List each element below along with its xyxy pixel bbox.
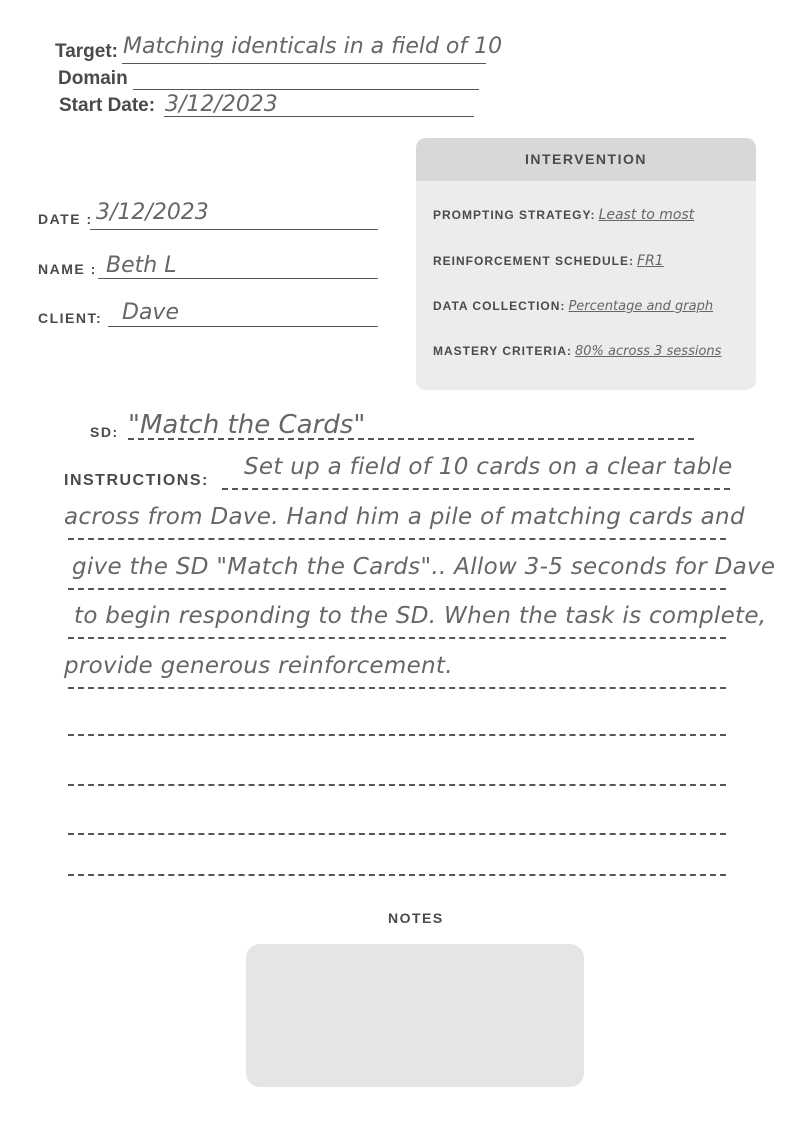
reinforcement-schedule-value[interactable]: FR1	[637, 253, 664, 269]
client-label: CLIENT:	[38, 310, 103, 326]
notes-box[interactable]	[246, 944, 584, 1087]
mastery-criteria-value[interactable]: 80% across 3 sessions	[575, 344, 722, 359]
mastery-criteria-label: MASTERY CRITERIA:	[433, 344, 573, 358]
start-date-label: Start Date:	[59, 95, 156, 116]
prompting-strategy-value[interactable]: Least to most	[598, 207, 695, 223]
notes-title: NOTES	[388, 910, 444, 926]
sd-label: SD:	[90, 424, 119, 440]
instruction-line-1[interactable]: Set up a field of 10 cards on a clear table	[244, 454, 733, 480]
blank-rule-3[interactable]	[68, 833, 726, 835]
date-label: DATE :	[38, 211, 93, 227]
target-underline	[122, 63, 486, 64]
mastery-criteria-row	[433, 342, 721, 360]
domain-label: Domain	[58, 68, 128, 89]
prompting-strategy-label: PROMPTING STRATEGY:	[433, 208, 596, 222]
instruction-line-2[interactable]: across from Dave. Hand him a pile of matching cards and	[64, 504, 745, 530]
data-collection-row	[433, 297, 713, 315]
reinforcement-schedule-row	[433, 252, 664, 270]
client-value[interactable]: Dave	[122, 300, 179, 325]
start-date-value[interactable]: 3/12/2023	[165, 92, 278, 117]
instruction-rule-2	[68, 538, 726, 540]
instruction-rule-4	[68, 637, 726, 639]
date-value[interactable]: 3/12/2023	[96, 200, 209, 225]
sd-underline	[128, 438, 694, 440]
intervention-panel	[416, 138, 756, 390]
blank-rule-1[interactable]	[68, 734, 726, 736]
data-collection-value[interactable]: Percentage and graph	[568, 299, 714, 314]
prompting-strategy-row	[433, 206, 694, 224]
instruction-rule-3	[68, 588, 726, 590]
target-value[interactable]: Matching identicals in a field of 10	[123, 34, 503, 59]
start-date-underline	[164, 116, 474, 117]
reinforcement-schedule-label: REINFORCEMENT SCHEDULE:	[433, 254, 635, 268]
intervention-header	[416, 138, 756, 181]
blank-rule-4[interactable]	[68, 874, 726, 876]
sd-value[interactable]: "Match the Cards"	[128, 410, 366, 440]
intervention-title: INTERVENTION	[525, 151, 647, 167]
client-underline	[108, 326, 378, 327]
name-underline	[98, 278, 378, 279]
instructions-label: INSTRUCTIONS:	[64, 472, 209, 489]
instruction-rule-5	[68, 687, 726, 689]
data-collection-label: DATA COLLECTION:	[433, 299, 566, 313]
name-value[interactable]: Beth L	[106, 253, 177, 278]
instruction-line-5[interactable]: provide generous reinforcement.	[64, 653, 453, 679]
name-label: NAME :	[38, 261, 97, 277]
instruction-line-3[interactable]: give the SD "Match the Cards".. Allow 3-5 seconds for Dave	[72, 554, 776, 580]
date-underline	[90, 229, 378, 230]
instruction-line-4[interactable]: to begin responding to the SD. When the task is complete,	[74, 603, 767, 629]
instruction-rule-1	[222, 488, 730, 490]
blank-rule-2[interactable]	[68, 784, 726, 786]
target-label: Target:	[55, 41, 118, 62]
domain-underline[interactable]	[133, 89, 479, 90]
